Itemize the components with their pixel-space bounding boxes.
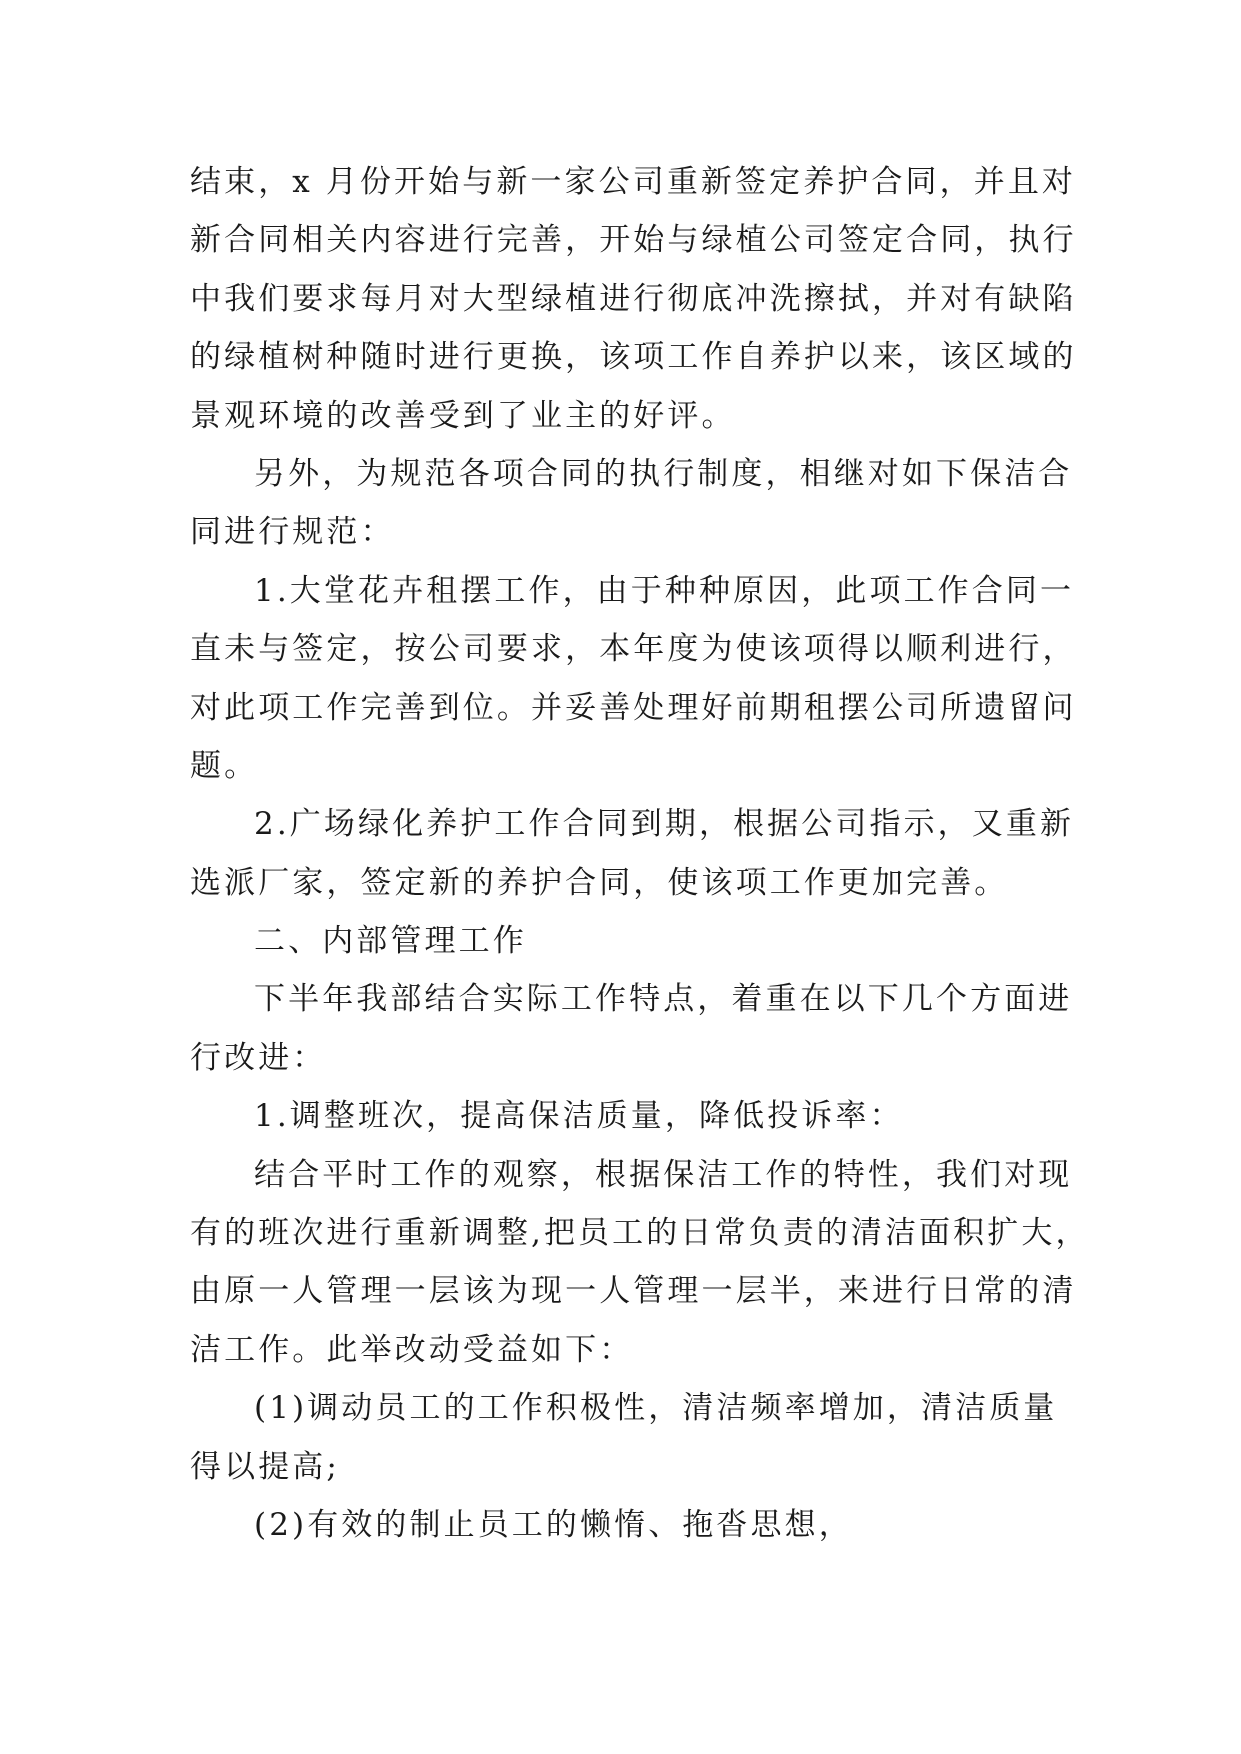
text-line: 的绿植树种随时进行更换，该项工作自养护以来，该区域的 <box>190 339 1077 376</box>
text-line: 题。 <box>190 747 259 784</box>
sub-item-1-line: (1)调动员工的工作积极性，清洁频率增加，清洁质量 <box>254 1390 1058 1427</box>
text-line: 对此项工作完善到位。并妥善处理好前期租摆公司所遗留问 <box>190 689 1077 726</box>
text-line: 景观环境的改善受到了业主的好评。 <box>190 397 736 434</box>
list-item-2-line: 2.广场绿化养护工作合同到期，根据公司指示，又重新 <box>254 806 1075 843</box>
text-line: 得以提高; <box>190 1448 340 1485</box>
text-line: 新合同相关内容进行完善，开始与绿植公司签定合同，执行 <box>190 222 1077 259</box>
text-line: 同进行规范： <box>190 514 395 551</box>
text-line: 行改进： <box>190 1039 327 1076</box>
text-line: 结束，x 月份开始与新一家公司重新签定养护合同，并且对 <box>190 164 1077 200</box>
text-line: 直未与签定，按公司要求，本年度为使该项得以顺利进行， <box>190 631 1077 668</box>
paragraph-start-line: 下半年我部结合实际工作特点，着重在以下几个方面进 <box>254 981 1073 1018</box>
text-line: 有的班次进行重新调整,把员工的日常负责的清洁面积扩大， <box>190 1215 1090 1252</box>
text-line: 中我们要求每月对大型绿植进行彻底冲洗擦拭，并对有缺陷 <box>190 280 1077 317</box>
text-line: 选派厂家，签定新的养护合同，使该项工作更加完善。 <box>190 864 1009 901</box>
paragraph-start-line: 另外，为规范各项合同的执行制度，相继对如下保洁合 <box>254 455 1073 492</box>
text-line: 洁工作。此举改动受益如下： <box>190 1331 634 1368</box>
paragraph-start-line: 结合平时工作的观察，根据保洁工作的特性，我们对现 <box>254 1156 1073 1193</box>
section-heading: 二、内部管理工作 <box>254 923 527 960</box>
subheading-line: 1.调整班次，提高保洁质量，降低投诉率： <box>254 1098 904 1135</box>
document-body <box>190 153 1090 1554</box>
text-line: 由原一人管理一层该为现一人管理一层半，来进行日常的清 <box>190 1273 1077 1310</box>
list-item-1-line: 1.大堂花卉租摆工作，由于种种原因，此项工作合同一 <box>254 572 1075 609</box>
sub-item-2-line: (2)有效的制止员工的懒惰、拖沓思想， <box>254 1506 853 1543</box>
